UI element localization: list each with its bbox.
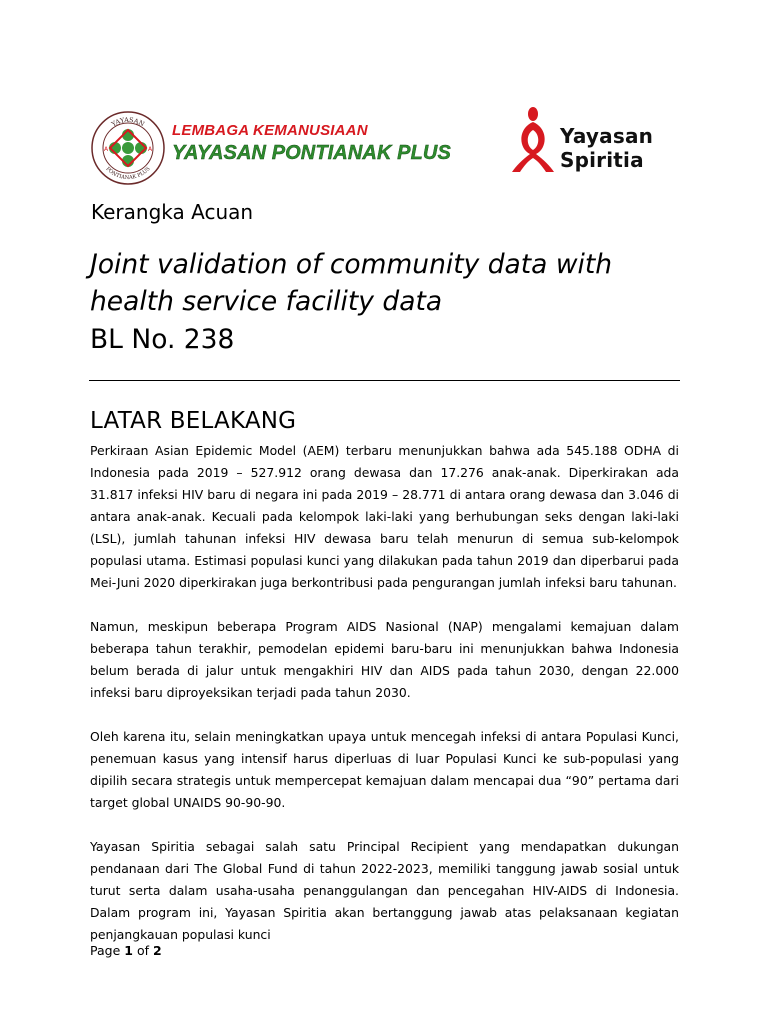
document-title: Joint validation of community data with health service facility data xyxy=(90,249,613,317)
page-total: 2 xyxy=(152,943,162,958)
page-label: Page xyxy=(90,943,121,958)
org1-line1: LEMBAGA KEMANUSIAAN xyxy=(172,122,368,139)
page-footer xyxy=(90,943,162,958)
paragraph: Perkiraan Asian Epidemic Model (AEM) terbaru menunjukkan bahwa ada 545.188 ODHA di Indonesia pada 2019 – 527.912 orang dewasa dan 17.276 anak-anak. Diperkirakan ada 31.817 infeksi HIV baru di negara ini pada 2019 – 28.771 di antara orang dewasa dan 3.046 di antara anak-anak. Kecuali pada kelompok laki-laki yang berhubungan seks dengan laki-laki (LSL), jumlah tahunan infeksi HIV dewasa baru telah menurun di semua sub-kelompok populasi utama. Estimasi populasi kunci yang dilakukan pada tahun 2019 dan diperbarui pada Mei-Juni 2020 diperkirakan juga berkontribusi pada pengurangan jumlah infeksi baru tahunan. xyxy=(90,443,679,590)
yayasan-pontianak-plus-seal-logo xyxy=(90,106,166,190)
paragraph: Oleh karena itu, selain meningkatkan upaya untuk mencegah infeksi di antara Populasi Kunci, penemuan kasus yang intensif harus diperluas di luar Populasi Kunci ke sub-populasi yang dipilih secara strategis untuk mempercepat kemajuan dalam mencapai dua “90” pertama dari target global UNAIDS 90-90-90. xyxy=(90,729,679,810)
spiritia-ribbon-logo xyxy=(508,104,556,174)
section-body xyxy=(90,440,679,946)
document-subtitle: BL No. 238 xyxy=(90,324,235,355)
org2-name: Yayasan Spiritia xyxy=(560,124,654,172)
svg-text:A: A xyxy=(104,146,109,153)
page-number: 1 xyxy=(124,943,133,958)
paragraph: Yayasan Spiritia sebagai salah satu Principal Recipient yang mendapatkan dukungan pendanaan dari The Global Fund di tahun 2022-2023, memiliki tanggung jawab sosial untuk turut serta dalam usaha-usaha penanggulangan dan pencegahan HIV-AIDS di Indonesia. Dalam program ini, Yayasan Spiritia akan bertanggung jawab atas pelaksanaan kegiatan penjangkauan populasi kunci xyxy=(90,839,679,942)
paragraph: Namun, meskipun beberapa Program AIDS Nasional (NAP) mengalami kemajuan dalam beberapa tahun terakhir, pemodelan epidemi baru-baru ini menunjukkan bahwa Indonesia belum berada di jalur untuk mengakhiri HIV dan AIDS pada tahun 2030, dengan 22.000 infeksi baru diproyeksikan terjadi pada tahun 2030. xyxy=(90,619,679,700)
title-divider xyxy=(89,380,680,381)
seal-top-text: YAYASAN xyxy=(110,115,146,129)
of-label: of xyxy=(136,943,149,958)
document-type: Kerangka Acuan xyxy=(91,200,254,224)
section-heading: LATAR BELAKANG xyxy=(90,408,297,434)
seal-bottom-text: PONTIANAK PLUS xyxy=(104,166,152,182)
org1-line2: YAYASAN PONTIANAK PLUS xyxy=(172,142,451,164)
svg-text:A: A xyxy=(148,146,153,153)
letterhead xyxy=(88,102,728,197)
yayasan-pontianak-plus-wordmark xyxy=(172,122,451,166)
